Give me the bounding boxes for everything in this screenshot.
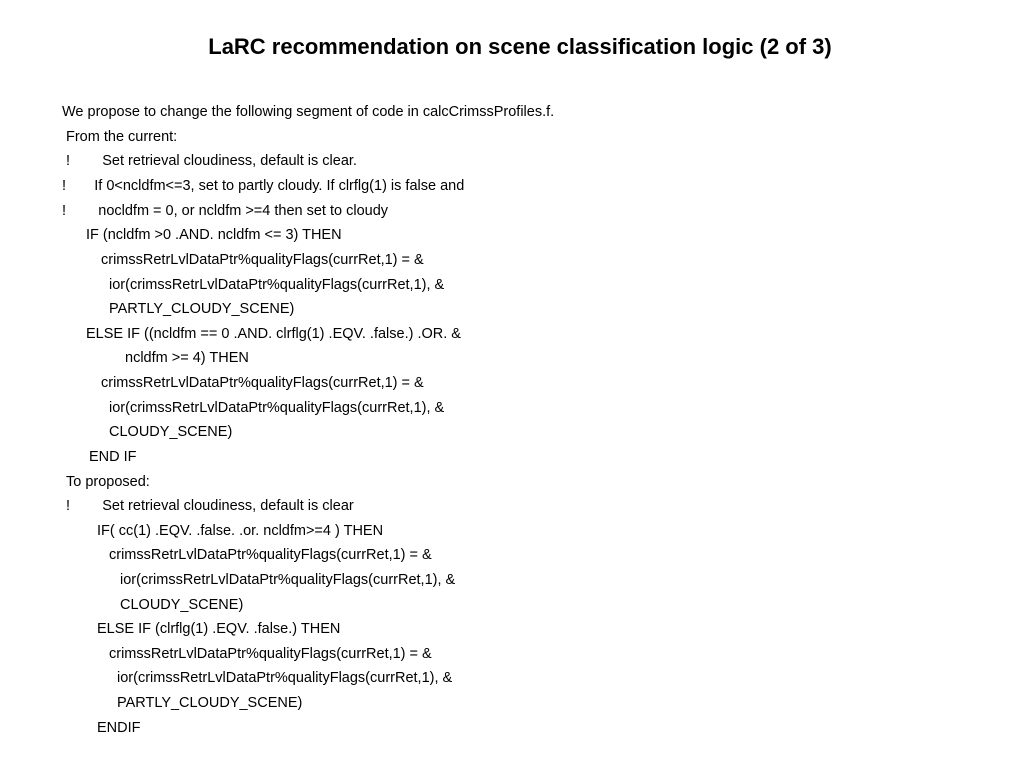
proposed-heading: To proposed: — [66, 474, 150, 490]
code-line: ! nocldfm = 0, or ncldfm >=4 then set to cloudy — [62, 203, 389, 219]
code-line: PARTLY_CLOUDY_SCENE) — [109, 301, 295, 317]
code-line: ncldfm >= 4) THEN — [125, 350, 249, 366]
code-line: PARTLY_CLOUDY_SCENE) — [117, 695, 303, 711]
code-line: IF( cc(1) .EQV. .false. .or. ncldfm>=4 ) THEN — [97, 523, 384, 539]
code-line: crimssRetrLvlDataPtr%qualityFlags(currRet,1) = & — [109, 547, 432, 563]
code-line: ior(crimssRetrLvlDataPtr%qualityFlags(currRet,1), & — [120, 572, 456, 588]
code-line: ENDIF — [97, 720, 141, 736]
code-line: crimssRetrLvlDataPtr%qualityFlags(currRet,1) = & — [101, 375, 424, 391]
code-line: END IF — [89, 449, 137, 465]
code-line: crimssRetrLvlDataPtr%qualityFlags(currRet,1) = & — [109, 646, 432, 662]
code-line: CLOUDY_SCENE) — [120, 597, 244, 613]
code-line: ! If 0<ncldfm<=3, set to partly cloudy. If clrflg(1) is false and — [62, 178, 465, 194]
code-line: ior(crimssRetrLvlDataPtr%qualityFlags(currRet,1), & — [109, 400, 445, 416]
code-line: crimssRetrLvlDataPtr%qualityFlags(currRet,1) = & — [101, 252, 424, 268]
code-line: CLOUDY_SCENE) — [109, 424, 233, 440]
code-line: ! Set retrieval cloudiness, default is clear — [66, 498, 354, 514]
code-line: ! Set retrieval cloudiness, default is clear. — [66, 153, 357, 169]
code-line: ior(crimssRetrLvlDataPtr%qualityFlags(currRet,1), & — [117, 670, 453, 686]
code-line: ior(crimssRetrLvlDataPtr%qualityFlags(currRet,1), & — [109, 277, 445, 293]
current-heading: From the current: — [66, 129, 178, 145]
code-line: ELSE IF ((ncldfm == 0 .AND. clrflg(1) .EQV. .false.) .OR. & — [86, 326, 461, 342]
intro-line: We propose to change the following segment of code in calcCrimssProfiles.f. — [62, 104, 555, 120]
code-line: IF (ncldfm >0 .AND. ncldfm <= 3) THEN — [86, 227, 342, 243]
slide-title: LaRC recommendation on scene classification logic (2 of 3) — [208, 34, 832, 59]
code-line: ELSE IF (clrflg(1) .EQV. .false.) THEN — [97, 621, 341, 637]
